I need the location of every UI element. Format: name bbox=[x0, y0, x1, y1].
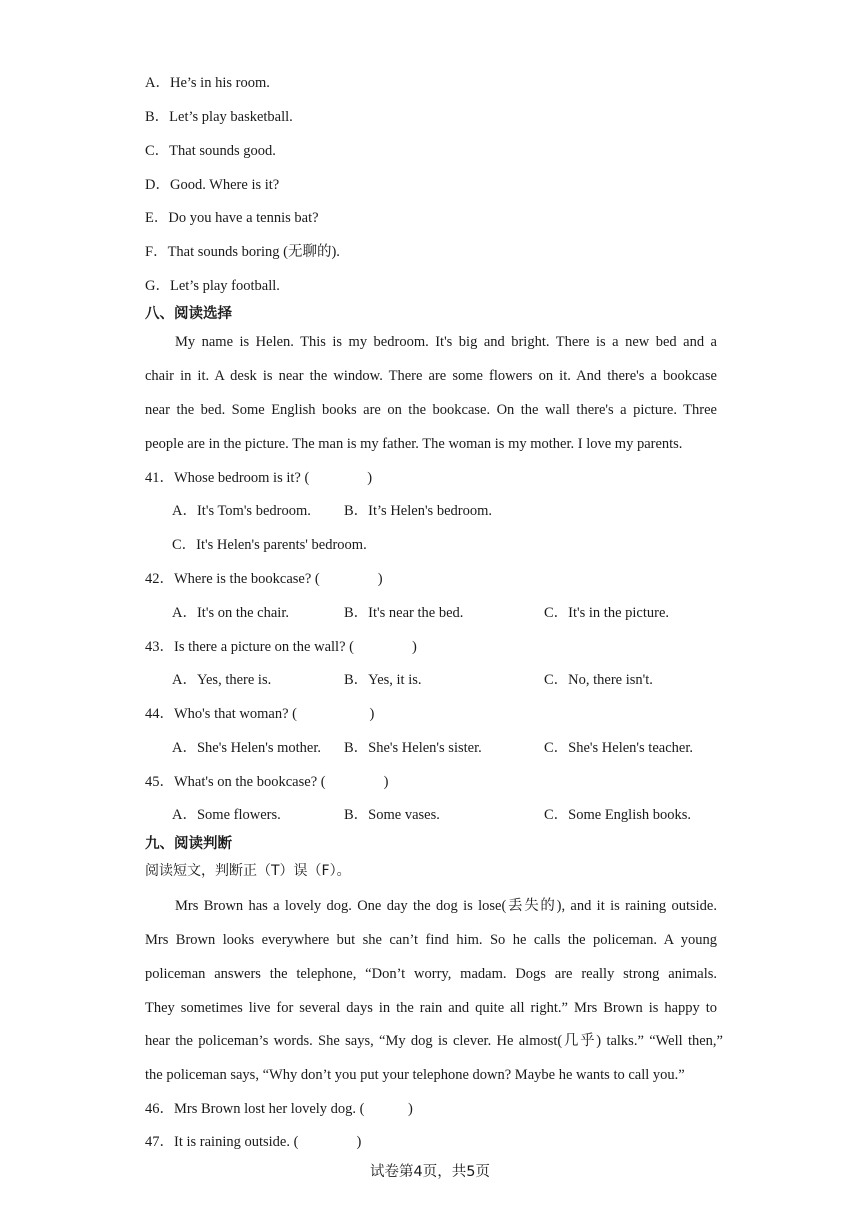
question-44: 44．Who's that woman? ( ) bbox=[145, 706, 375, 722]
question-45: 45．What's on the bookcase? ( ) bbox=[145, 774, 389, 790]
question-42: 42．Where is the bookcase? ( ) bbox=[145, 571, 383, 587]
passage-line: the policeman says, “Why don’t you put your telephone down? Maybe he wants to call you.” bbox=[145, 1067, 685, 1083]
passage-line: Mrs Brown looks everywhere but she can’t find him. So he calls the policeman. A young bbox=[145, 932, 717, 948]
question-47: 47．It is raining outside. ( ) bbox=[145, 1134, 362, 1150]
passage-line: chair in it. A desk is near the window. There are some flowers on it. And there's a bookcase bbox=[145, 368, 717, 384]
passage-line: near the bed. Some English books are on the bookcase. On the wall there's a picture. Three bbox=[145, 402, 717, 418]
choice-c[interactable]: C．No, there isn't. bbox=[544, 672, 653, 688]
option-line: G．Let’s play football. bbox=[145, 278, 280, 294]
passage-line: They sometimes live for several days in the rain and quite all right.” Mrs Brown is happy to bbox=[145, 1000, 717, 1016]
option-line: D．Good. Where is it? bbox=[145, 177, 280, 193]
choice-a[interactable]: A．Yes, there is. bbox=[172, 672, 272, 688]
choice-a[interactable]: A．It's on the chair. bbox=[172, 605, 289, 621]
choice-b[interactable]: B．It’s Helen's bedroom. bbox=[344, 503, 492, 519]
section-heading: 八、阅读选择 bbox=[145, 306, 232, 322]
option-line: C．That sounds good. bbox=[145, 143, 276, 159]
choice-a[interactable]: A．Some flowers. bbox=[172, 807, 281, 823]
page-footer: 试卷第4页，共5页 bbox=[370, 1164, 490, 1180]
choice-c[interactable]: C．Some English books. bbox=[544, 807, 692, 823]
choice-c[interactable]: C．It's Helen's parents' bedroom. bbox=[172, 537, 367, 553]
choice-c[interactable]: C．It's in the picture. bbox=[544, 605, 670, 621]
choice-c[interactable]: C．She's Helen's teacher. bbox=[544, 740, 693, 756]
choice-b[interactable]: B．She's Helen's sister. bbox=[344, 740, 482, 756]
choice-a[interactable]: A．She's Helen's mother. bbox=[172, 740, 322, 756]
option-line: A．He’s in his room. bbox=[145, 75, 270, 91]
passage-line: My name is Helen. This is my bedroom. It's big and bright. There is a new bed and a bbox=[175, 334, 717, 350]
section-heading: 九、阅读判断 bbox=[145, 836, 232, 852]
section-instruction: 阅读短文，判断正（T）误（F）。 bbox=[145, 863, 351, 879]
option-line: E．Do you have a tennis bat? bbox=[145, 210, 319, 226]
choice-b[interactable]: B．Yes, it is. bbox=[344, 672, 422, 688]
question-43: 43．Is there a picture on the wall? ( ) bbox=[145, 639, 417, 655]
choice-b[interactable]: B．It's near the bed. bbox=[344, 605, 464, 621]
passage-line: hear the policeman’s words. She says, “My dog is clever. He almost(几乎) talks.” “Well then,” bbox=[145, 1033, 723, 1049]
question-46: 46．Mrs Brown lost her lovely dog. ( ) bbox=[145, 1101, 413, 1117]
option-line: F．That sounds boring (无聊的). bbox=[145, 244, 340, 260]
passage-line: Mrs Brown has a lovely dog. One day the dog is lose(丢失的), and it is raining outside. bbox=[175, 898, 717, 914]
question-41: 41．Whose bedroom is it? ( ) bbox=[145, 470, 373, 486]
option-line: B．Let’s play basketball. bbox=[145, 109, 293, 125]
choice-a[interactable]: A．It's Tom's bedroom. bbox=[172, 503, 311, 519]
choice-b[interactable]: B．Some vases. bbox=[344, 807, 440, 823]
passage-line: policeman answers the telephone, “Don’t worry, madam. Dogs are really strong animals. bbox=[145, 966, 717, 982]
passage-line: people are in the picture. The man is my father. The woman is my mother. I love my parents. bbox=[145, 436, 683, 452]
